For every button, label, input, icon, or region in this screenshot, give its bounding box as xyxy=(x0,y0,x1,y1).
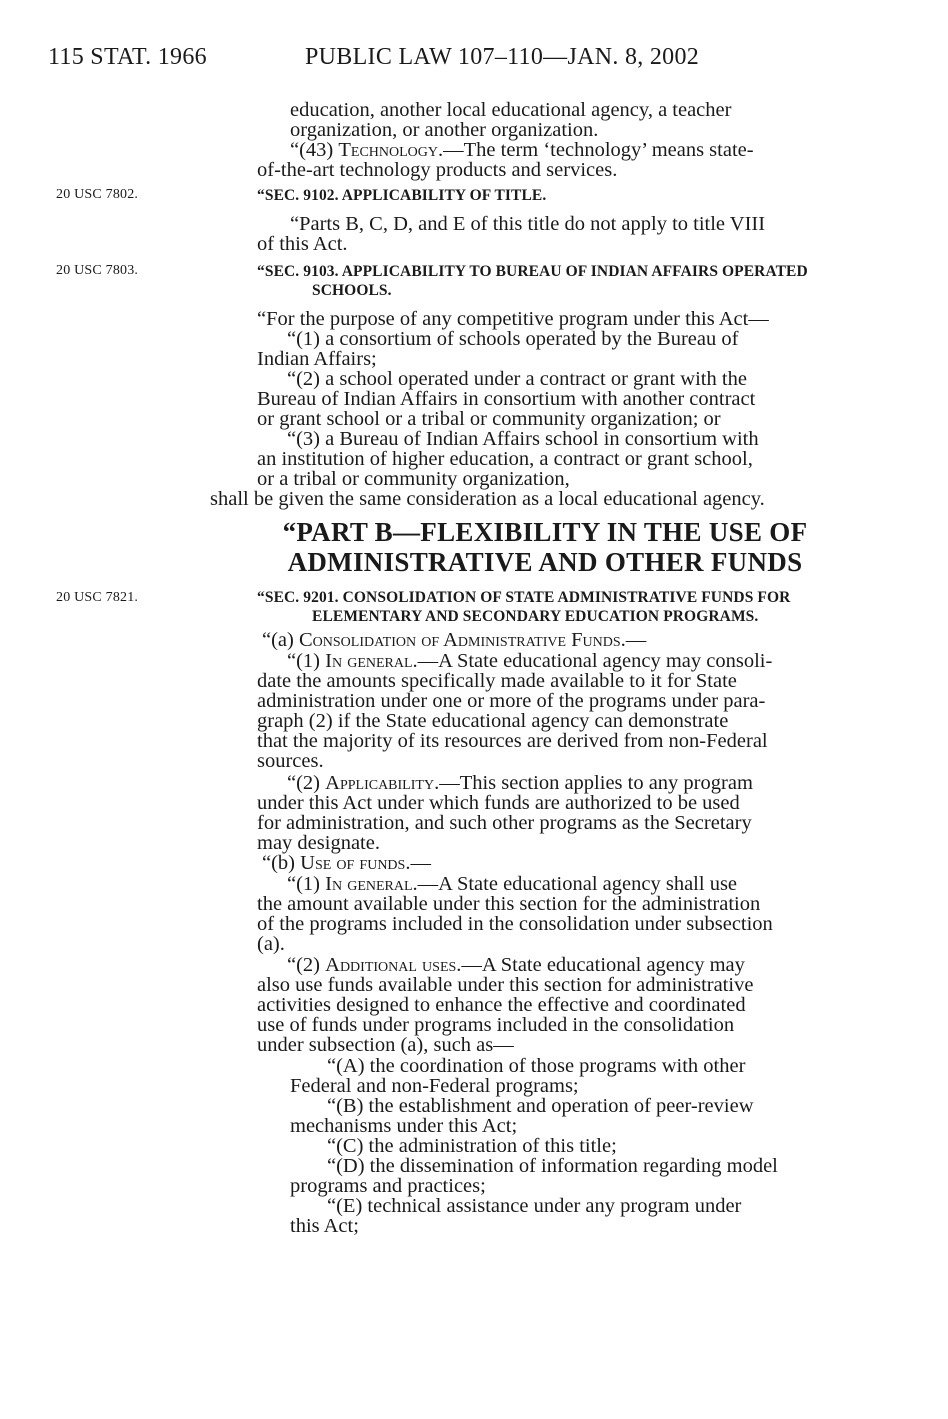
item-E xyxy=(290,1196,838,1236)
subsection-b-heading xyxy=(257,853,838,873)
text-line xyxy=(257,853,838,873)
item-C xyxy=(290,1136,838,1156)
subsection-number: “(b) xyxy=(262,852,301,874)
definition-text: .—The term ‘technology’ means state- xyxy=(438,139,754,161)
paragraph-number: “(1) xyxy=(287,650,326,672)
part-b-heading-line2: ADMINISTRATIVE AND OTHER FUNDS xyxy=(287,547,803,577)
text-line xyxy=(257,955,838,975)
text-line: of this Act. xyxy=(257,233,348,255)
section-9201-heading-line1: “SEC. 9201. CONSOLIDATION OF STATE ADMINISTRATIVE FUNDS FOR xyxy=(257,589,791,606)
text-line: “(2) a school operated under a contract or grant with the xyxy=(287,368,747,390)
text-line: or grant school or a tribal or community organization; or xyxy=(257,408,721,430)
section-9201-heading-line2: ELEMENTARY AND SECONDARY EDUCATION PROGRAMS. xyxy=(312,608,759,625)
text-line: programs and practices; xyxy=(290,1175,486,1197)
text-line: “(B) the establishment and operation of peer-review xyxy=(327,1095,754,1117)
text-line xyxy=(257,773,838,793)
paragraph-number: “(1) xyxy=(287,873,326,895)
law-citation: PUBLIC LAW 107–110—JAN. 8, 2002 xyxy=(305,44,700,70)
subsection-b-1 xyxy=(257,874,838,954)
part-b-heading xyxy=(250,517,840,577)
text-line: mechanisms under this Act; xyxy=(290,1115,518,1137)
text-line xyxy=(257,874,838,894)
section-9201-heading xyxy=(210,588,840,626)
section-9102-heading: “SEC. 9102. APPLICABILITY OF TITLE. xyxy=(257,187,547,204)
paragraph-text: .—A State educational agency may xyxy=(456,954,745,976)
text-line: under this Act under which funds are authorized to be used xyxy=(257,792,740,814)
subsection-a-2 xyxy=(257,773,838,853)
paragraph-43-technology xyxy=(257,140,838,180)
text-line: “(1) a consortium of schools operated by the Bureau of xyxy=(287,328,739,350)
subsection-title: Consolidation of Administrative Funds xyxy=(298,629,621,651)
margin-note-usc-7803: 20 USC 7803. xyxy=(56,263,139,278)
paragraph-number: “(2) xyxy=(287,954,326,976)
text-line: this Act; xyxy=(290,1215,359,1237)
subsection-a-1 xyxy=(257,651,838,771)
section-9103-body xyxy=(257,309,838,329)
subsection-title: Use of funds xyxy=(300,852,406,874)
clause-2 xyxy=(257,369,838,429)
text-line: for administration, and such other programs as the Secretary xyxy=(257,812,752,834)
closing-clause xyxy=(210,489,838,509)
section-9103-heading xyxy=(210,262,840,300)
page-citation: 115 STAT. 1966 xyxy=(48,44,207,70)
text-line: an institution of higher education, a contract or grant school, xyxy=(257,448,753,470)
margin-note-usc-7802: 20 USC 7802. xyxy=(56,187,139,202)
item-A xyxy=(290,1056,838,1096)
text-line: education, another local educational agency, a teacher xyxy=(290,99,732,121)
text-line: “(D) the dissemination of information regarding model xyxy=(327,1155,778,1177)
item-D xyxy=(290,1156,838,1196)
paragraph-title: Applicability xyxy=(325,772,435,794)
clause-1 xyxy=(257,329,838,369)
text-line: “For the purpose of any competitive program under this Act— xyxy=(257,308,769,330)
text-line xyxy=(257,651,838,671)
defined-term: Technology xyxy=(338,139,439,161)
text-line: of-the-art technology products and services. xyxy=(257,159,618,181)
subsection-number: “(a) xyxy=(262,629,299,651)
section-9103-heading-line2: SCHOOLS. xyxy=(312,282,392,299)
text-line: Indian Affairs; xyxy=(257,348,377,370)
text-line: “(3) a Bureau of Indian Affairs school in consortium with xyxy=(287,428,759,450)
text-line: sources. xyxy=(257,750,324,772)
text-line: Bureau of Indian Affairs in consortium with another contract xyxy=(257,388,756,410)
text-line: date the amounts specifically made available to it for State xyxy=(257,670,737,692)
text-line: organization, or another organization. xyxy=(290,119,599,141)
section-9102-body xyxy=(257,214,838,254)
text-line xyxy=(257,630,838,650)
text-line: shall be given the same consideration as a local educational agency. xyxy=(210,488,765,510)
dash: .— xyxy=(405,852,431,874)
paragraph-42-continuation xyxy=(290,100,838,140)
text-line: “(C) the administration of this title; xyxy=(327,1135,617,1157)
paragraph-text: .—A State educational agency shall use xyxy=(412,873,738,895)
text-line: “Parts B, C, D, and E of this title do not apply to title VIII xyxy=(290,213,766,235)
margin-note-usc-7821: 20 USC 7821. xyxy=(56,590,139,605)
text-line: administration under one or more of the programs under para- xyxy=(257,690,766,712)
text-line: that the majority of its resources are derived from non-Federal xyxy=(257,730,768,752)
subsection-b-2 xyxy=(257,955,838,1055)
text-line: also use funds available under this section for administrative xyxy=(257,974,754,996)
text-line: activities designed to enhance the effective and coordinated xyxy=(257,994,746,1016)
text-line: graph (2) if the State educational agency can demonstrate xyxy=(257,710,729,732)
text-line: under subsection (a), such as— xyxy=(257,1034,514,1056)
paragraph-title: In general xyxy=(325,873,413,895)
paragraph-text: .—A State educational agency may consoli- xyxy=(412,650,773,672)
text-line: of the programs included in the consolidation under subsection xyxy=(257,913,773,935)
text-line: may designate. xyxy=(257,832,380,854)
text-line: Federal and non-Federal programs; xyxy=(290,1075,579,1097)
paragraph-text: .—This section applies to any program xyxy=(434,772,753,794)
text-line: “(A) the coordination of those programs with other xyxy=(327,1055,746,1077)
text-line: or a tribal or community organization, xyxy=(257,468,570,490)
paragraph-number: “(43) xyxy=(290,139,339,161)
text-line: the amount available under this section for the administration xyxy=(257,893,761,915)
clause-3 xyxy=(257,429,838,489)
paragraph-title: In general xyxy=(325,650,413,672)
part-b-heading-line1: “PART B—FLEXIBILITY IN THE USE OF xyxy=(282,517,808,547)
item-B xyxy=(290,1096,838,1136)
section-9103-heading-line1: “SEC. 9103. APPLICABILITY TO BUREAU OF INDIAN AFFAIRS OPERATED xyxy=(257,263,808,280)
subsection-a-heading xyxy=(257,630,838,650)
text-line xyxy=(257,140,838,160)
text-line: “(E) technical assistance under any program under xyxy=(327,1195,742,1217)
text-line: (a). xyxy=(257,933,285,955)
text-line: use of funds under programs included in the consolidation xyxy=(257,1014,735,1036)
paragraph-number: “(2) xyxy=(287,772,326,794)
dash: .— xyxy=(620,629,647,651)
paragraph-title: Additional uses xyxy=(325,954,457,976)
